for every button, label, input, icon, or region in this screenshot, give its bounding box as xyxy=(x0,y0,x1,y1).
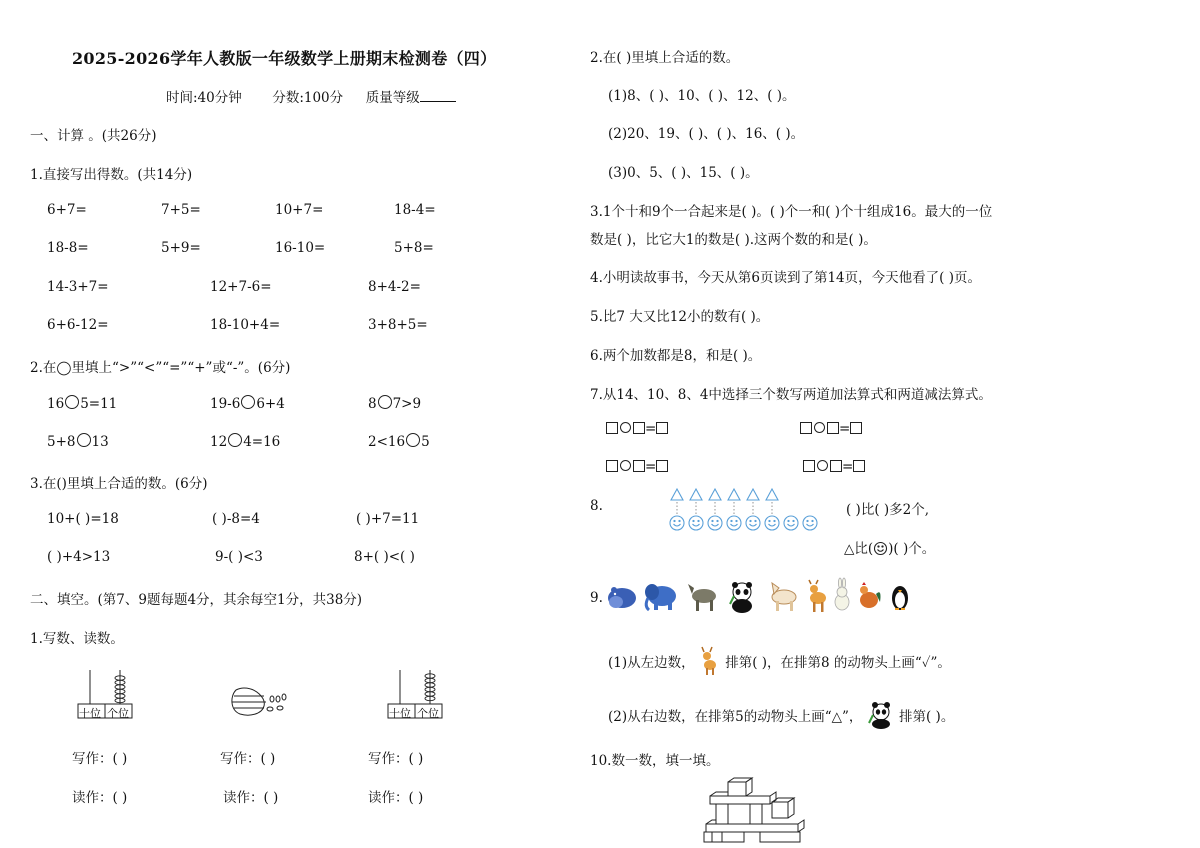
calc-item: 18-4= xyxy=(394,202,436,218)
calc-item: 6+7= xyxy=(47,202,87,218)
block-figure xyxy=(702,778,812,848)
compare-item: 19-6 6+4 xyxy=(210,396,285,412)
compare-answer-line[interactable]: ( )比( )多2个, xyxy=(846,502,930,518)
write-answer[interactable]: 写作：( ) xyxy=(72,751,128,767)
answer-circle[interactable] xyxy=(241,395,255,409)
panda-icon xyxy=(867,701,895,729)
calc-item: 12+7-6= xyxy=(210,279,272,295)
deer-icon xyxy=(809,580,826,612)
question-2-4: 4.小明读故事书，今天从第6页读到了第14页，今天他看了( )页。 xyxy=(590,270,981,286)
compare-item: 16 5=11 xyxy=(47,396,118,412)
calc-item: 16-10= xyxy=(275,240,326,256)
calc-item: 5+8= xyxy=(394,240,434,256)
compare-item: 12 4=16 xyxy=(210,434,281,450)
section-2-heading: 二、填空。(第7、9题每题4分，其余每空1分，共38分) xyxy=(30,592,363,608)
read-answer[interactable]: 读作：( ) xyxy=(368,790,424,806)
sequence-item[interactable]: (3)0、5、( )、15、( )。 xyxy=(608,165,759,181)
answer-circle[interactable] xyxy=(65,395,79,409)
abacus-label-ones: 个位 xyxy=(417,707,439,720)
answer-circle[interactable] xyxy=(406,433,420,447)
calc-item: 10+7= xyxy=(275,202,324,218)
calc-item: 6+6-12= xyxy=(47,317,109,333)
question-2-9-1[interactable]: (1)从左边数， 排第( )，在排第8 的动物头上画“✓”。 xyxy=(608,647,951,675)
fill-item[interactable]: 8+( )<( ) xyxy=(354,549,415,565)
calc-item: 3+8+5= xyxy=(368,317,428,333)
question-1-1: 1.直接写出得数。(共14分) xyxy=(30,167,193,183)
question-2-3: 3.1个十和9个一合起来是( )。( )个一和( )个十组成16。最大的一位 xyxy=(590,204,993,220)
fill-item[interactable]: ( )-8=4 xyxy=(212,511,260,527)
exam-info xyxy=(166,86,456,106)
section-1-heading: 一、计算 。(共26分) xyxy=(30,128,157,144)
read-answer[interactable]: 读作：( ) xyxy=(223,790,279,806)
animal-row xyxy=(606,580,916,614)
question-2-10: 10.数一数，填一填。 xyxy=(590,753,720,769)
sequence-item[interactable]: (1)8、( )、10、( )、12、( )。 xyxy=(608,88,796,104)
write-answer[interactable]: 写作：( ) xyxy=(220,751,276,767)
write-answer[interactable]: 写作：( ) xyxy=(368,751,424,767)
stick-bundle-figure xyxy=(226,684,296,720)
answer-circle[interactable] xyxy=(228,433,242,447)
question-2-3-cont: 数是( )，比它大1的数是( ).这两个数的和是( )。 xyxy=(590,232,877,248)
sequence-item[interactable]: (2)20、19、( )、( )、16、( )。 xyxy=(608,126,805,142)
exam-grade: 质量等级 xyxy=(365,90,420,106)
rooster-icon xyxy=(860,582,881,608)
exam-score: 分数:100分 xyxy=(272,90,344,106)
fill-item[interactable]: 9-( )<3 xyxy=(215,549,263,565)
question-1-2: 2.在◯里填上“>”“<”“=”“+”或“-”。(6分) xyxy=(30,360,291,376)
deer-icon xyxy=(699,647,721,675)
calc-item: 8+4-2= xyxy=(368,279,421,295)
question-2-6: 6.两个加数都是8，和是( )。 xyxy=(590,348,762,364)
hippo-icon xyxy=(608,587,636,608)
compare-item: 5+8 13 xyxy=(47,434,109,450)
calc-item: 18-10+4= xyxy=(210,317,281,333)
compare-item: 2<16 5 xyxy=(368,434,430,450)
rabbit-icon xyxy=(835,578,849,610)
question-2-9-2[interactable]: (2)从右边数，在排第5的动物头上画“△”， 排第( )。 xyxy=(608,701,954,729)
fill-item[interactable]: 10+( )=18 xyxy=(47,511,119,527)
answer-circle[interactable] xyxy=(77,433,91,447)
equation-template[interactable]: = xyxy=(803,459,865,475)
grade-blank[interactable] xyxy=(420,89,456,102)
smiley-icon xyxy=(873,541,888,556)
horse-icon xyxy=(772,583,796,611)
calc-item: 5+9= xyxy=(161,240,201,256)
exam-time: 时间:40分钟 xyxy=(166,90,242,106)
equation-template[interactable]: = xyxy=(606,421,668,437)
page-title: 2025-2026学年人教版一年级数学上册期末检测卷（四） xyxy=(72,49,497,68)
calc-item: 14-3+7= xyxy=(47,279,109,295)
fill-item[interactable]: ( )+4>13 xyxy=(47,549,111,565)
abacus-label-tens: 十位 xyxy=(389,707,411,720)
abacus-label-ones: 个位 xyxy=(107,707,129,720)
equation-template[interactable]: = xyxy=(606,459,668,475)
equation-template[interactable]: = xyxy=(800,421,862,437)
question-2-7: 7.从14、10、8、4中选择三个数写两道加法算式和两道减法算式。 xyxy=(590,387,992,403)
abacus-label-tens: 十位 xyxy=(79,707,101,720)
read-answer[interactable]: 读作：( ) xyxy=(72,790,128,806)
difference-answer-line[interactable]: △比( )( )个。 xyxy=(844,541,936,557)
calc-item: 18-8= xyxy=(47,240,89,256)
panda-icon xyxy=(730,582,752,613)
question-2-5: 5.比7 大又比12小的数有( )。 xyxy=(590,309,770,325)
elephant-icon xyxy=(645,584,676,610)
question-2-1: 1.写数、读数。 xyxy=(30,631,124,647)
donkey-icon xyxy=(688,584,716,611)
question-2-2: 2.在( )里填上合适的数。 xyxy=(590,50,740,66)
answer-circle[interactable] xyxy=(378,395,392,409)
triangles-smileys-figure xyxy=(668,488,824,534)
question-2-9-number: 9. xyxy=(590,590,603,606)
penguin-icon xyxy=(892,586,908,610)
calc-item: 7+5= xyxy=(161,202,201,218)
question-1-3: 3.在()里填上合适的数。(6分) xyxy=(30,476,208,492)
question-2-8-number: 8. xyxy=(590,498,603,514)
fill-item[interactable]: ( )+7=11 xyxy=(356,511,420,527)
compare-item: 8 7>9 xyxy=(368,396,422,412)
